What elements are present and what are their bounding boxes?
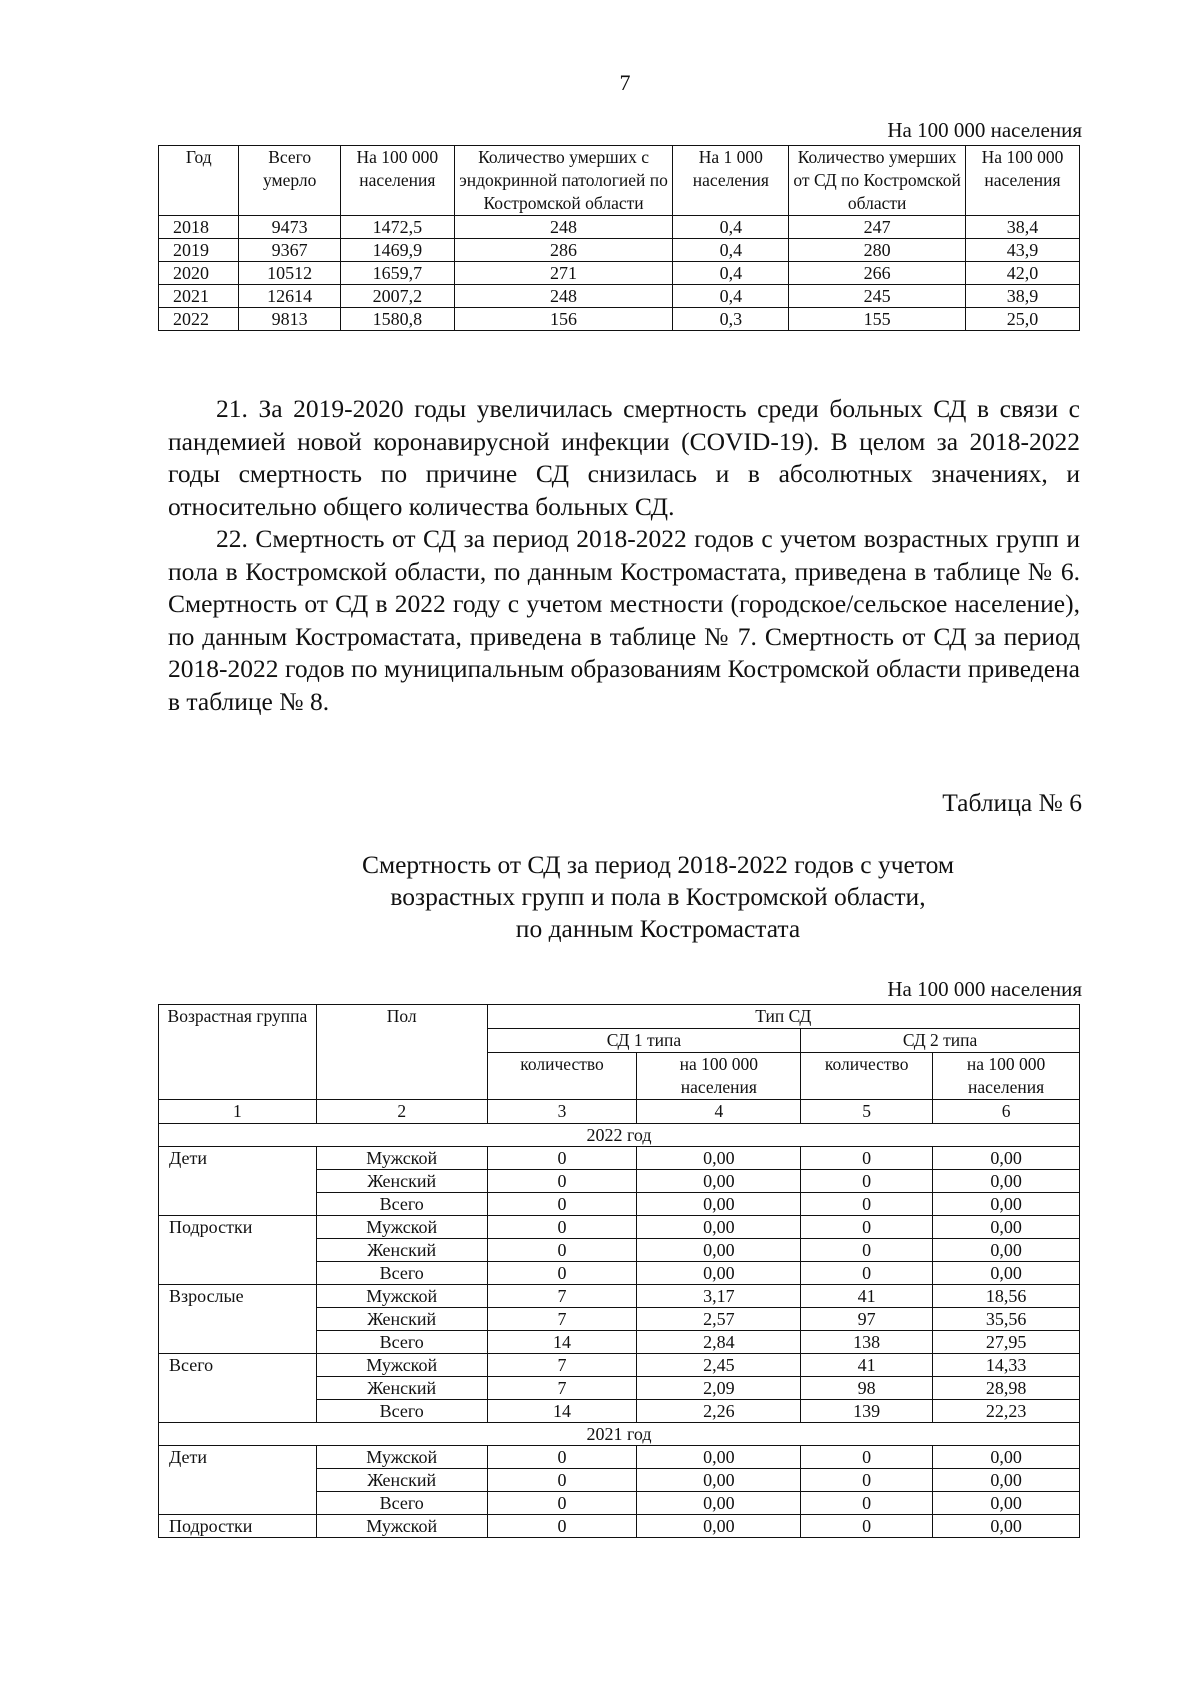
mortality-by-age-sex-table	[158, 1004, 1080, 1538]
table-cell: 0,00	[933, 1262, 1080, 1285]
col-number: 6	[933, 1100, 1080, 1124]
table-row	[159, 1354, 1080, 1377]
sex-cell: Мужской	[316, 1515, 487, 1538]
table-cell: 0	[801, 1170, 933, 1193]
table-cell: 9367	[239, 239, 340, 262]
sex-cell: Мужской	[316, 1147, 487, 1170]
table-cell: 1469,9	[340, 239, 454, 262]
table-row	[159, 1285, 1080, 1308]
table-cell: 0,00	[933, 1469, 1080, 1492]
table-cell: 9813	[239, 308, 340, 331]
table-cell: 0,00	[933, 1170, 1080, 1193]
table-cell: 2019	[159, 239, 239, 262]
table-cell: 7	[487, 1285, 637, 1308]
table-cell: 0,00	[637, 1469, 801, 1492]
table-cell: 0,00	[637, 1515, 801, 1538]
table-cell: 10512	[239, 262, 340, 285]
table-row	[159, 285, 1080, 308]
table-cell: 7	[487, 1354, 637, 1377]
caption-line: по данным Костромастата	[515, 914, 801, 943]
table-cell: 42,0	[966, 262, 1080, 285]
col-header-type1: СД 1 типа	[487, 1029, 801, 1053]
table-cell: 98	[801, 1377, 933, 1400]
table-cell: 22,23	[933, 1400, 1080, 1423]
table-cell: 0	[801, 1193, 933, 1216]
table-cell: 0	[801, 1262, 933, 1285]
table-cell: 286	[454, 239, 672, 262]
table-cell: 0,00	[637, 1239, 801, 1262]
table-cell: 0	[801, 1515, 933, 1538]
table-cell: 0,4	[673, 285, 789, 308]
age-group-cell: Подростки	[159, 1216, 317, 1285]
table-cell: 0	[487, 1147, 637, 1170]
col-header-type2: СД 2 типа	[801, 1029, 1080, 1053]
table-cell: 0,00	[637, 1147, 801, 1170]
table-cell: 2007,2	[340, 285, 454, 308]
table-cell: 0,00	[637, 1170, 801, 1193]
year-label: 2021 год	[159, 1423, 1080, 1446]
table-cell: 0	[487, 1492, 637, 1515]
table-row	[159, 1216, 1080, 1239]
table-cell: 0	[801, 1147, 933, 1170]
table-header-row	[159, 1005, 1080, 1029]
col-header-count: количество	[487, 1053, 637, 1100]
table-cell: 0	[801, 1446, 933, 1469]
table-cell: 0,00	[933, 1216, 1080, 1239]
table-cell: 0,4	[673, 239, 789, 262]
col-number: 1	[159, 1100, 317, 1124]
col-number: 4	[637, 1100, 801, 1124]
sex-cell: Мужской	[316, 1216, 487, 1239]
table-cell: 0	[487, 1515, 637, 1538]
col-header-per-1000: На 1 000 населения	[673, 146, 789, 216]
sex-cell: Мужской	[316, 1354, 487, 1377]
table-cell: 2021	[159, 285, 239, 308]
table-row	[159, 1147, 1080, 1170]
age-group-cell: Дети	[159, 1147, 317, 1216]
table-cell: 2,45	[637, 1354, 801, 1377]
table-cell: 2,26	[637, 1400, 801, 1423]
table-cell: 12614	[239, 285, 340, 308]
table-cell: 0	[487, 1170, 637, 1193]
table-cell: 0,00	[933, 1193, 1080, 1216]
table-row	[159, 308, 1080, 331]
table-cell: 155	[789, 308, 966, 331]
table-cell: 0,00	[933, 1147, 1080, 1170]
table-cell: 35,56	[933, 1308, 1080, 1331]
table-cell: 7	[487, 1308, 637, 1331]
col-header-diabetes-per-100k: На 100 000 населения	[966, 146, 1080, 216]
table-cell: 0	[801, 1239, 933, 1262]
table6-label: Таблица № 6	[942, 788, 1082, 817]
col-number-row	[159, 1100, 1080, 1124]
table-cell: 28,98	[933, 1377, 1080, 1400]
table-cell: 271	[454, 262, 672, 285]
table-cell: 247	[789, 216, 966, 239]
table-cell: 0,00	[933, 1239, 1080, 1262]
table-cell: 0	[801, 1216, 933, 1239]
year-row	[159, 1423, 1080, 1446]
table-cell: 0,4	[673, 216, 789, 239]
caption-line: возрастных групп и пола в Костромской области,	[390, 882, 926, 911]
col-header-endocrine-deaths: Количество умерших с эндокринной патологией по Костромской области	[454, 146, 672, 216]
table-cell: 156	[454, 308, 672, 331]
paragraph-22: 22. Смертность от СД за период 2018-2022 годов с учетом возрастных групп и пола в Костромской области, по данным Костромастата, приведена в таблице № 6. Смертность от СД в 2022 году с учетом местности (городское/сельское население), по данным Костромастата, приведена в таблице № 7. Смертность от СД за период 2018-2022 годов по муниципальным образованиям Костромской области приведена в таблице № 8.	[168, 524, 1080, 716]
table-cell: 0,3	[673, 308, 789, 331]
age-group-cell: Взрослые	[159, 1285, 317, 1354]
table6-caption	[298, 849, 1018, 945]
caption-line: Смертность от СД за период 2018-2022 годов с учетом	[361, 850, 955, 879]
table-row	[159, 1446, 1080, 1469]
table-cell: 0,00	[933, 1492, 1080, 1515]
table5-units: На 100 000 населения	[887, 118, 1082, 142]
col-header-per-100k: на 100 000 населения	[933, 1053, 1080, 1100]
table-cell: 3,17	[637, 1285, 801, 1308]
table-cell: 1472,5	[340, 216, 454, 239]
age-group-cell: Дети	[159, 1446, 317, 1515]
col-header-year: Год	[159, 146, 239, 216]
col-header-diabetes-deaths: Количество умерших от СД по Костромской области	[789, 146, 966, 216]
table-cell: 7	[487, 1377, 637, 1400]
col-header-count: количество	[801, 1053, 933, 1100]
col-header-sex: Пол	[316, 1005, 487, 1100]
table-cell: 43,9	[966, 239, 1080, 262]
year-label: 2022 год	[159, 1124, 1080, 1147]
table-cell: 2018	[159, 216, 239, 239]
table-cell: 138	[801, 1331, 933, 1354]
table-cell: 2022	[159, 308, 239, 331]
sex-cell: Женский	[316, 1170, 487, 1193]
table-cell: 0	[801, 1492, 933, 1515]
table-cell: 248	[454, 216, 672, 239]
table-cell: 0,00	[637, 1262, 801, 1285]
table-cell: 14	[487, 1331, 637, 1354]
sex-cell: Женский	[316, 1239, 487, 1262]
table-cell: 41	[801, 1354, 933, 1377]
sex-cell: Всего	[316, 1400, 487, 1423]
body-text	[168, 393, 1080, 718]
col-header-per-100k: на 100 000 населения	[637, 1053, 801, 1100]
table-cell: 0	[487, 1216, 637, 1239]
paragraph-21: 21. За 2019-2020 годы увеличилась смертность среди больных СД в связи с пандемией новой коронавирусной инфекции (COVID-19). В целом за 2018-2022 годы смертность по причине СД снизилась и в абсолютных значениях, и относительно общего количества больных СД.	[168, 394, 1080, 521]
table-cell: 2020	[159, 262, 239, 285]
table-cell: 0	[487, 1469, 637, 1492]
sex-cell: Женский	[316, 1377, 487, 1400]
age-group-cell: Всего	[159, 1354, 317, 1423]
col-number: 3	[487, 1100, 637, 1124]
table-cell: 2,57	[637, 1308, 801, 1331]
sex-cell: Мужской	[316, 1446, 487, 1469]
table-cell: 1659,7	[340, 262, 454, 285]
table-cell: 14,33	[933, 1354, 1080, 1377]
table-cell: 25,0	[966, 308, 1080, 331]
table-row	[159, 1515, 1080, 1538]
table-cell: 1580,8	[340, 308, 454, 331]
table-header-row	[159, 146, 1080, 216]
sex-cell: Мужской	[316, 1285, 487, 1308]
table-cell: 0	[487, 1239, 637, 1262]
table-cell: 0,00	[933, 1515, 1080, 1538]
table-cell: 14	[487, 1400, 637, 1423]
table-cell: 2,09	[637, 1377, 801, 1400]
table-cell: 0	[801, 1469, 933, 1492]
table-row	[159, 216, 1080, 239]
table-cell: 9473	[239, 216, 340, 239]
sex-cell: Женский	[316, 1469, 487, 1492]
table-cell: 0,00	[637, 1193, 801, 1216]
table-cell: 0	[487, 1446, 637, 1469]
mortality-summary-table	[158, 145, 1080, 331]
age-group-cell: Подростки	[159, 1515, 317, 1538]
sex-cell: Всего	[316, 1262, 487, 1285]
page-number: 7	[619, 70, 631, 95]
table-cell: 18,56	[933, 1285, 1080, 1308]
table-cell: 0,00	[637, 1492, 801, 1515]
table-cell: 139	[801, 1400, 933, 1423]
sex-cell: Всего	[316, 1193, 487, 1216]
table-cell: 0,00	[933, 1446, 1080, 1469]
table-row	[159, 262, 1080, 285]
sex-cell: Всего	[316, 1492, 487, 1515]
table-cell: 2,84	[637, 1331, 801, 1354]
table-cell: 0	[487, 1193, 637, 1216]
col-header-per-100k: На 100 000 населения	[340, 146, 454, 216]
table-cell: 280	[789, 239, 966, 262]
col-number: 5	[801, 1100, 933, 1124]
year-row	[159, 1124, 1080, 1147]
table-cell: 27,95	[933, 1331, 1080, 1354]
table-cell: 38,4	[966, 216, 1080, 239]
table-cell: 0,00	[637, 1446, 801, 1469]
table-cell: 245	[789, 285, 966, 308]
table-cell: 248	[454, 285, 672, 308]
table-cell: 0,00	[637, 1216, 801, 1239]
col-header-age-group: Возрастная группа	[159, 1005, 317, 1100]
table-cell: 0	[487, 1262, 637, 1285]
col-header-total-deaths: Всего умерло	[239, 146, 340, 216]
table6-units: На 100 000 населения	[887, 977, 1082, 1001]
table-cell: 266	[789, 262, 966, 285]
table-cell: 38,9	[966, 285, 1080, 308]
sex-cell: Всего	[316, 1331, 487, 1354]
table-row	[159, 239, 1080, 262]
col-header-diabetes-type: Тип СД	[487, 1005, 1079, 1029]
table-cell: 0,4	[673, 262, 789, 285]
table-cell: 41	[801, 1285, 933, 1308]
table-cell: 97	[801, 1308, 933, 1331]
col-number: 2	[316, 1100, 487, 1124]
sex-cell: Женский	[316, 1308, 487, 1331]
